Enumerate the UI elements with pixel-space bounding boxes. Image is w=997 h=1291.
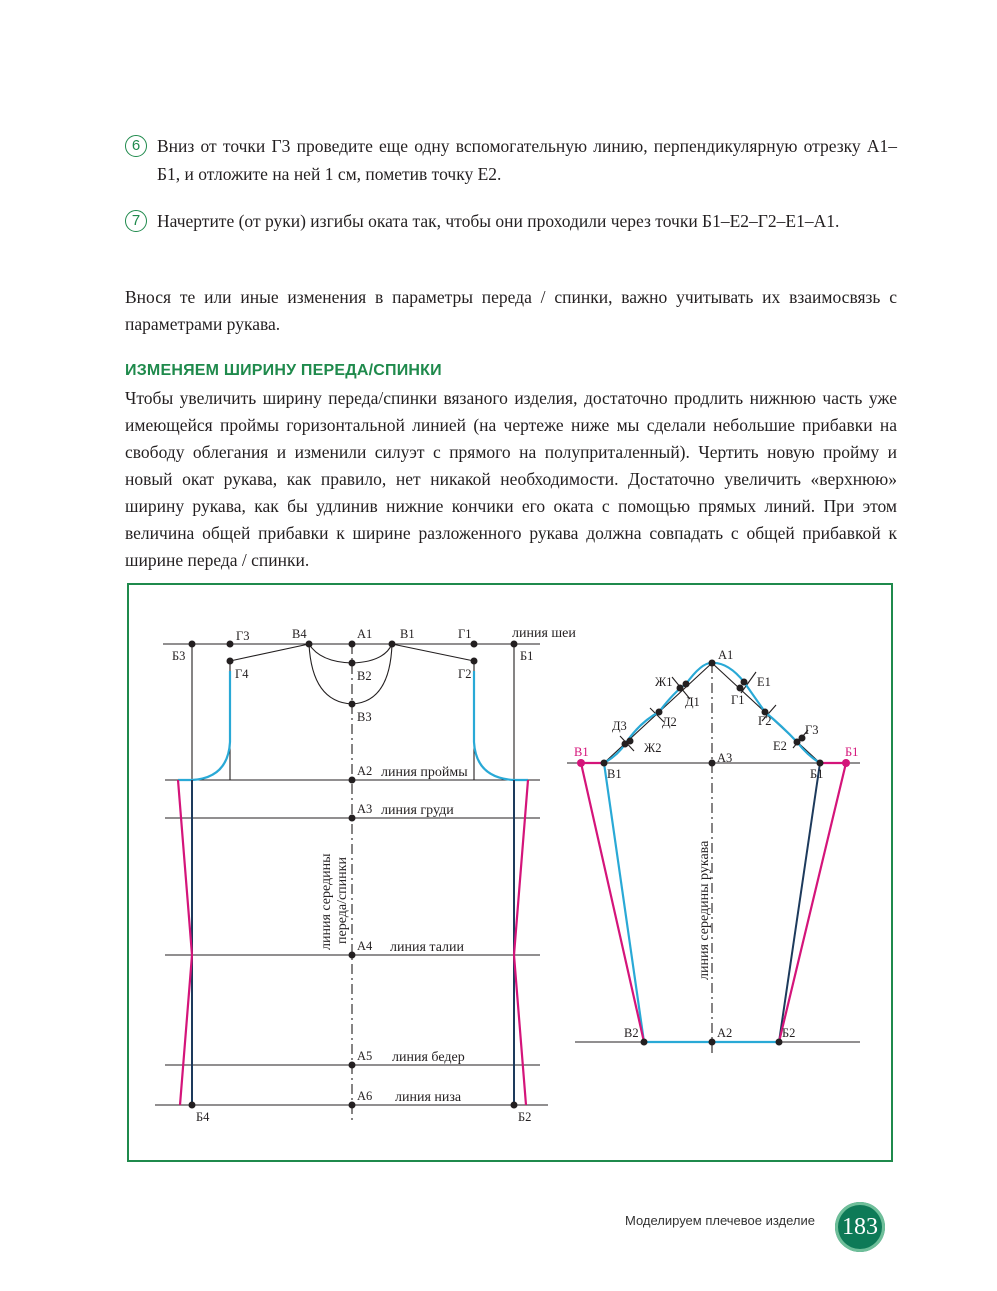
sleeve-label-e2: Е2 — [773, 739, 787, 753]
sleeve-label-v2: В2 — [624, 1026, 639, 1040]
bodice-center-label-2: переда/спинки — [335, 857, 350, 944]
label-g4: Г4 — [235, 667, 249, 681]
left-armhole-curve — [178, 671, 230, 780]
label-g2: Г2 — [458, 667, 472, 681]
sleeve-label-b2: Б2 — [782, 1026, 796, 1040]
hips-line-label: линия бедер — [392, 1050, 465, 1065]
page-number-badge: 183 — [835, 1202, 885, 1252]
step-text: Вниз от точки Г3 проведите еще одну вспомогательную линию, перпендикулярную отрезку А1–Б1, и отложите на ней 1 см, пометив точку Е2. — [157, 136, 897, 184]
label-a3: А3 — [357, 802, 373, 816]
note-paragraph: Внося те или иные изменения в параметры переда / спинки, важно учитывать их взаимосвязь с параметрами рукава. — [125, 287, 897, 334]
sleeve-wide-side-right — [779, 763, 846, 1042]
sleeve-label-d2: Д2 — [662, 715, 677, 729]
label-g3: Г3 — [236, 629, 250, 643]
section-heading: ИЗМЕНЯЕМ ШИРИНУ ПЕРЕДА/СПИНКИ — [125, 362, 442, 379]
sleeve-label-d1: Д1 — [685, 695, 700, 709]
step-number-badge: 7 — [125, 210, 147, 232]
label-a5: А5 — [357, 1049, 373, 1063]
step-text: Начертите (от руки) изгибы оката так, чтобы они проходили через точки Б1–Е2–Г2–Е1–А1. — [157, 211, 840, 231]
sleeve-label-d3: Д3 — [612, 719, 627, 733]
bodice-points — [189, 641, 518, 1109]
sleeve-pattern — [567, 648, 860, 1055]
label-v4: В4 — [292, 627, 307, 641]
label-v1: В1 — [400, 627, 415, 641]
hem-line-label: линия низа — [395, 1090, 462, 1105]
label-a2: А2 — [357, 764, 373, 778]
sleeve-label-a1: А1 — [718, 648, 734, 662]
right-armhole-curve — [474, 671, 528, 780]
chapter-title: Моделируем плечевое изделие — [624, 1213, 815, 1228]
neck-line-label: линия шеи — [512, 626, 576, 641]
label-b4: Б4 — [196, 1110, 210, 1124]
label-b2: Б2 — [518, 1110, 532, 1124]
bodice-center-label-1: линия середины — [319, 853, 334, 950]
sleeve-label-zh1: Ж1 — [655, 675, 673, 689]
right-shoulder-line — [392, 644, 474, 661]
sleeve-label-e1: Е1 — [757, 675, 771, 689]
sleeve-label-a3: А3 — [717, 751, 733, 765]
right-fitted-seam — [514, 780, 528, 1105]
section-body: Чтобы увеличить ширину переда/спинки вязаного изделия, достаточно продлить нижнюю часть уже имеющейся проймы горизонтальной линией (на чертеже ниже мы сделали небольшие прибавки на свободу облегания и изменили силуэт с прямого на полуприталенный). Чертить новую пройму и новый окат рукава, как правило, нет никакой необходимости. Достаточно увеличить «верхнюю» ширину рукава, как бы удлинив нижние кончики его оката с помощью прямых линий. При этом величина общей прибавки к ширине разложенного рукава должна совпадать с общей прибавкой к ширине переда / спинки. — [125, 388, 897, 570]
label-a6: А6 — [357, 1089, 373, 1103]
armhole-line-label: линия проймы — [381, 765, 468, 780]
label-a4: А4 — [357, 939, 373, 953]
sleeve-side-left — [604, 763, 644, 1042]
label-a1: А1 — [357, 627, 373, 641]
sleeve-wide-side-left — [581, 763, 644, 1042]
sleeve-label-g1: Г1 — [731, 693, 745, 707]
label-b1: Б1 — [520, 649, 534, 663]
label-v2: В2 — [357, 669, 372, 683]
back-neckline — [309, 644, 392, 704]
chest-line-label: линия груди — [381, 803, 454, 818]
label-v3: В3 — [357, 710, 372, 724]
sleeve-label-v1-inner: В1 — [607, 767, 622, 781]
sleeve-side-right — [779, 763, 820, 1042]
sleeve-label-b1-inner: Б1 — [810, 767, 824, 781]
sleeve-label-zh2: Ж2 — [644, 741, 662, 755]
sleeve-label-a2: А2 — [717, 1026, 733, 1040]
sleeve-label-v1-outer: В1 — [574, 745, 589, 759]
step-number-badge: 6 — [125, 135, 147, 157]
left-fitted-seam — [178, 780, 192, 1105]
label-b3: Б3 — [172, 649, 186, 663]
sleeve-label-g2: Г2 — [758, 714, 772, 728]
left-shoulder-line — [230, 644, 309, 661]
sleeve-label-g3: Г3 — [805, 723, 819, 737]
label-g1: Г1 — [458, 627, 472, 641]
sleeve-center-label: линия середины рукава — [697, 840, 712, 980]
sleeve-label-b1-outer: Б1 — [845, 745, 859, 759]
bodice-pattern — [155, 626, 576, 1124]
waist-line-label: линия талии — [390, 940, 464, 955]
